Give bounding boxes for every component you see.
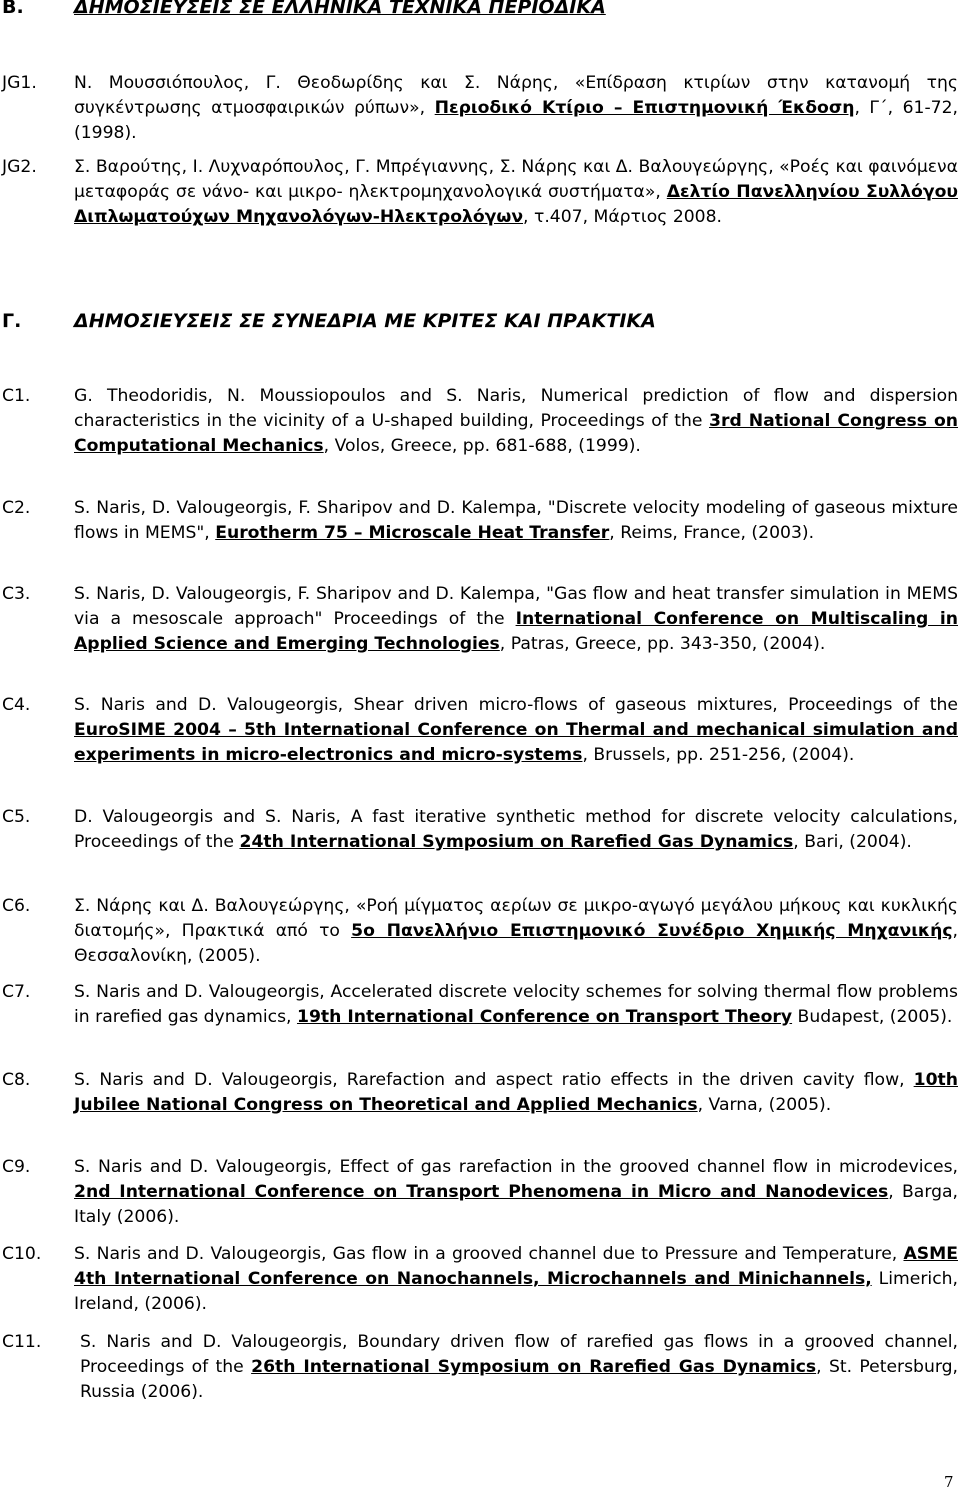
entry-label: C1. <box>2 386 31 406</box>
venue-title: 19th International Conference on Transport Theory <box>296 1007 793 1027</box>
entry-text: S. Naris and D. Valougeorgis, Rarefaction and aspect ratio effects in the driven cavity flow, 10th Jubilee National Congress on Theoretical and Applied Mechanics, Varna, (2005). <box>74 1070 958 1115</box>
venue-title: Eurotherm 75 – Microscale Heat Transfer <box>215 523 610 543</box>
venue-title: 10th Jubilee National Congress on Theoretical and Applied Mechanics <box>74 1070 958 1115</box>
section-heading-b <box>2 0 606 20</box>
entry-text: S. Naris, D. Valougeorgis, F. Sharipov and D. Kalempa, "Discrete velocity modeling of gaseous mixture flows in MEMS", Eurotherm 75 – Microscale Heat Transfer, Reims, France, (2003). <box>74 498 958 543</box>
entry-text: S. Naris and D. Valougeorgis, Gas flow in a grooved channel due to Pressure and Temperature, ASME 4th International Conference on Nanochannels, Microchannels and Minichannels, Limerich, Ireland, (2006). <box>74 1244 959 1314</box>
section-label: Γ. <box>2 310 22 332</box>
entry-label: C2. <box>2 498 31 518</box>
venue-title: 5ο Πανελλήνιο Επιστημονικό Συνέδριο Χημικής Μηχανικής <box>351 921 953 941</box>
entry-text: S. Naris and D. Valougeorgis, Shear driven micro-flows of gaseous mixtures, Proceedings of the EuroSIME 2004 – 5th International Conference on Thermal and mechanical simulation and experiments in micro-electronics and micro-systems, Brussels, pp. 251-256, (2004). <box>74 695 958 765</box>
venue-title: 26th International Symposium on Rarefied Gas Dynamics <box>251 1357 817 1377</box>
section-label: B. <box>2 0 24 18</box>
venue-title: International Conference on Multiscaling in Applied Science and Emerging Technologies <box>74 609 959 654</box>
venue-title: 3rd National Congress on Computational Mechanics <box>74 411 959 456</box>
entry-label: JG2. <box>2 157 37 177</box>
venue-title: 24th International Symposium on Rarefied Gas Dynamics <box>239 832 794 852</box>
entry-label: C6. <box>2 896 31 916</box>
entry-text: G. Theodoridis, N. Moussiopoulos and S. Naris, Numerical prediction of flow and dispersion characteristics in the vicinity of a U-shaped building, Proceedings of the 3rd National Congress on Computational Mechanics, Volos, Greece, pp. 681-688, (1999). <box>74 386 959 456</box>
section-title: ΔΗΜΟΣΙΕΥΣΕΙΣ ΣΕ ΣΥΝΕΔΡΙΑ ΜΕ ΚΡΙΤΕΣ ΚΑΙ ΠΡΑΚΤΙΚΑ <box>74 310 656 332</box>
venue-title: 2nd International Conference on Transport Phenomena in Micro and Nanodevices <box>74 1182 889 1202</box>
entry-text: S. Naris, D. Valougeorgis, F. Sharipov and D. Kalempa, "Gas flow and heat transfer simulation in MEMS via a mesoscale approach" Proceedings of the International Conference on Multiscaling in Applied Science and Emerging Technologies, Patras, Greece, pp. 343-350, (2004). <box>74 584 959 654</box>
venue-title: Δελτίο Πανελληνίου Συλλόγου Διπλωματούχων Μηχανολόγων-Ηλεκτρολόγων <box>74 182 958 227</box>
venue-title: Περιοδικό Κτίριο – Επιστημονική Έκδοση <box>434 98 855 118</box>
entry-text: Ν. Μουσσιόπουλος, Γ. Θεοδωρίδης και Σ. Νάρης, «Επίδραση κτιρίων στην κατανομή της συγκέντρωσης ατμοσφαιρικών ρύπων», Περιοδικό Κτίριο – Επιστημονική Έκδοση, Γ΄, 61-72, (1998). <box>74 73 958 143</box>
venue-title: EuroSIME 2004 – 5th International Conference on Thermal and mechanical simulation and experiments in micro-electronics and micro-systems <box>74 720 958 765</box>
entry-text: S. Naris and D. Valougeorgis, Accelerated discrete velocity schemes for solving thermal flow problems in rarefied gas dynamics, 19th International Conference on Transport Theory Budapest, (2005). <box>74 982 958 1027</box>
venue-title: ASME 4th International Conference on Nanochannels, Microchannels and Minichannels, <box>74 1244 958 1289</box>
page-number: 7 <box>944 1473 954 1491</box>
entry-label: C8. <box>2 1070 31 1090</box>
entry-text: S. Naris and D. Valougeorgis, Effect of gas rarefaction in the grooved channel flow in microdevices, 2nd International Conference on Transport Phenomena in Micro and Nanodevices, Barga, Italy (2006). <box>74 1157 958 1227</box>
entry-label: C7. <box>2 982 31 1002</box>
entry-text: S. Naris and D. Valougeorgis, Boundary driven flow of rarefied gas flows in a grooved channel, Proceedings of the 26th International Symposium on Rarefied Gas Dynamics, St. Petersburg, Russia (2006). <box>80 1332 958 1402</box>
entry-label: C10. <box>2 1244 42 1264</box>
entry-label: C5. <box>2 807 31 827</box>
entry-text: Σ. Νάρης και Δ. Βαλουγεώργης, «Ροή μίγματος αερίων σε μικρο-αγωγό μεγάλου μήκους και κυκλικής διατομής», Πρακτικά από το 5ο Πανελλήνιο Επιστημονικό Συνέδριο Χημικής Μηχανικής, Θεσσαλονίκη, (2005). <box>74 896 958 966</box>
entry-label: C9. <box>2 1157 31 1177</box>
entry-label: JG1. <box>2 73 37 93</box>
section-heading-g <box>2 309 656 334</box>
entry-text: Σ. Βαρούτης, Ι. Λυχναρόπουλος, Γ. Μπρέγιαννης, Σ. Νάρης και Δ. Βαλουγεώργης, «Ροές και φαινόμενα μεταφοράς σε νάνο- και μικρο- ηλεκτρομηχανολογικά συστήματα», Δελτίο Πανελληνίου Συλλόγου Διπλωματούχων Μηχανολόγων-Ηλεκτρολόγων, τ.407, Μάρτιος 2008. <box>74 157 958 227</box>
entry-label: C4. <box>2 695 31 715</box>
section-title: ΔΗΜΟΣΙΕΥΣΕΙΣ ΣΕ ΕΛΛΗΝΙΚΑ ΤΕΧΝΙΚΑ ΠΕΡΙΟΔΙΚΑ <box>74 0 606 18</box>
entry-label: C3. <box>2 584 31 604</box>
entry-label: C11. <box>2 1332 42 1352</box>
entry-text: D. Valougeorgis and S. Naris, A fast iterative synthetic method for discrete velocity calculations, Proceedings of the 24th International Symposium on Rarefied Gas Dynamics, Bari, (2004). <box>74 807 958 852</box>
